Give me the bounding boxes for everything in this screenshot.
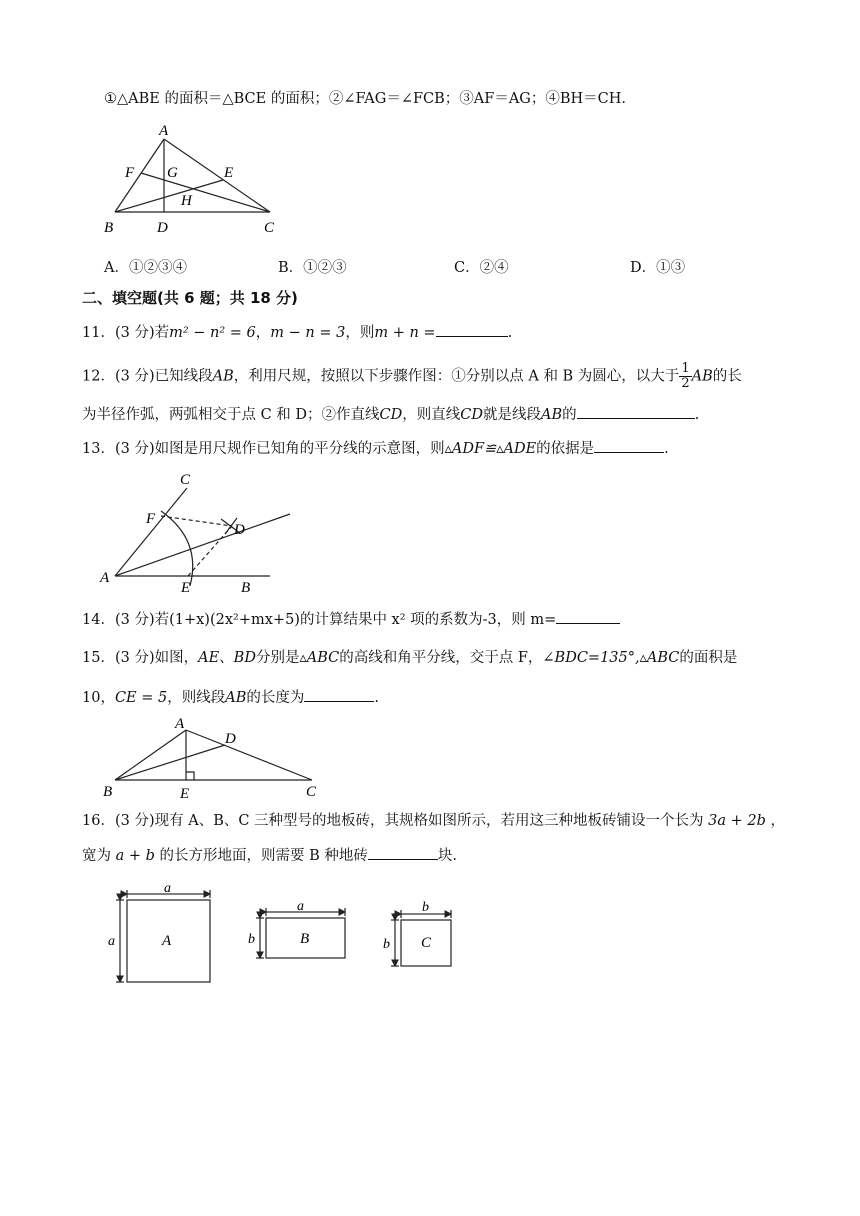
q13-label-b: B (241, 580, 251, 596)
tile-b-side-label: b (248, 932, 255, 947)
question-12-line1: 12．(3 分)已知线段AB，利用尺规，按照以下步骤作图：①分别以点 A 和 B 为圆心，以大于 $\frac{1}{2}$ AB的长 (82, 361, 742, 391)
q10-option-c[interactable]: C．②④ (454, 260, 509, 276)
question-14: 14．(3 分)若(1+x)(2x²+mx+5)的计算结果中 x² 项的系数为-3，则 m= (82, 609, 620, 630)
answer-blank-16[interactable] (368, 845, 438, 860)
q15-label-a: A (175, 716, 185, 732)
question-11: 11．(3 分)若m² − n² = 6，m − n = 3，则m + n = . (82, 322, 512, 343)
q13-label-f: F (146, 511, 156, 527)
q15-triangle-figure (100, 712, 325, 802)
tile-b-top-label: a (297, 899, 304, 914)
q15-label-e: E (180, 786, 190, 802)
tile-b-name: B (300, 931, 310, 947)
q15-label-b: B (103, 784, 113, 800)
question-15-line1: 15．(3 分)如图，AE、BD分别是▵ABC的高线和角平分线，交于点 F，∠BDC=135°,▵ABC的面积是 (82, 650, 738, 666)
q10-label-d: D (157, 220, 168, 236)
tile-a-name: A (162, 933, 172, 949)
q13-angle-bisector-figure (98, 468, 338, 598)
fraction-one-half: $\frac{1}{2}$ (681, 361, 690, 391)
q10-option-b[interactable]: B．①②③ (278, 260, 347, 276)
q10-label-e: E (224, 165, 234, 181)
tile-c-name: C (421, 935, 432, 951)
q10-option-d[interactable]: D．①③ (630, 260, 686, 276)
question-16-line2: 宽为 a + b 的长方形地面，则需要 B 种地砖 块. (82, 845, 457, 866)
q15-label-d: D (225, 731, 236, 747)
question-13: 13．(3 分)如图是用尺规作已知角的平分线的示意图，则▵ADF≌▵ADE的依据是 . (82, 438, 669, 459)
q10-label-g: G (167, 165, 178, 181)
q13-label-d: D (234, 522, 245, 538)
answer-blank-11[interactable] (436, 322, 508, 337)
tile-c-side-label: b (383, 937, 390, 952)
q10-triangle-figure (100, 118, 290, 240)
answer-blank-13[interactable] (594, 438, 664, 453)
q10-label-c: C (264, 220, 275, 236)
tile-a-top-label: a (164, 884, 171, 896)
q13-label-a: A (100, 570, 110, 586)
q10-label-a: A (159, 123, 169, 139)
q13-label-e: E (181, 580, 191, 596)
q15-label-c: C (306, 784, 317, 800)
q13-label-c: C (180, 472, 191, 488)
answer-blank-14[interactable] (556, 609, 620, 624)
answer-blank-12[interactable] (577, 404, 695, 419)
question-12-line2: 为半径作弧，两弧相交于点 C 和 D；②作直线CD，则直线CD就是线段AB的 . (82, 404, 699, 425)
q16-tiles-figure (106, 884, 466, 990)
q10-label-b: B (104, 220, 114, 236)
q10-label-f: F (125, 165, 135, 181)
tile-c-top-label: b (422, 900, 429, 915)
tile-a-side-label: a (108, 934, 115, 949)
q10-label-h: H (181, 193, 192, 209)
q10-statements: ①△ABE 的面积＝△BCE 的面积；②∠FAG＝∠FCB；③AF＝AG；④BH＝CH. (104, 91, 627, 107)
question-15-line2: 10，CE = 5，则线段AB的长度为 . (82, 687, 379, 708)
question-16-line1: 16．(3 分)现有 A、B、C 三种型号的地板砖，其规格如图所示，若用这三种地板砖铺设一个长为 3a + 2b ， (82, 813, 786, 829)
answer-blank-15[interactable] (304, 687, 374, 702)
section-title: 二、填空题(共 6 题；共 18 分) (82, 289, 298, 307)
q10-option-a[interactable]: A．①②③④ (104, 260, 187, 276)
